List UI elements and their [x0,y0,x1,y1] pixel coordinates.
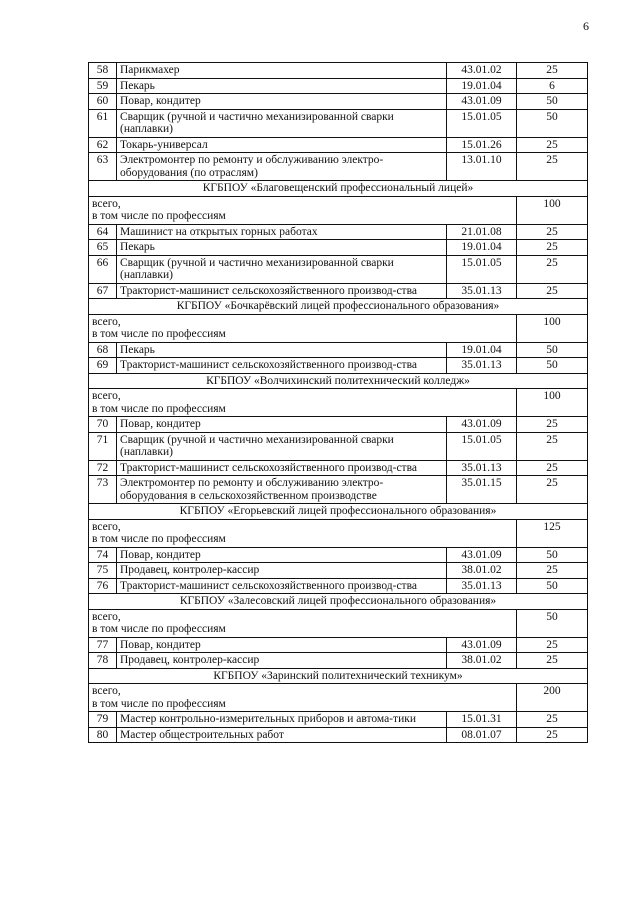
total-label-line2: в том числе по профессиям [92,210,226,222]
profession-code: 15.01.05 [447,109,517,137]
quantity: 25 [517,460,588,476]
row-number: 61 [89,109,117,137]
row-number: 58 [89,63,117,79]
profession-code: 38.01.02 [447,653,517,669]
quantity: 50 [517,358,588,374]
profession-name: Сварщик (ручной и частично механизированной сварки (наплавки) [117,109,447,137]
total-label-line1: всего, [92,315,121,328]
row-number: 66 [89,255,117,283]
table-row [89,63,588,79]
total-quantity: 200 [517,684,588,712]
table-row [89,578,588,594]
profession-code: 13.01.10 [447,153,517,181]
total-quantity: 50 [517,609,588,637]
profession-code: 35.01.13 [447,578,517,594]
total-label-line2: в том числе по профессиям [92,402,226,415]
section-header-row [89,373,588,389]
row-number: 78 [89,653,117,669]
table-body [89,63,588,743]
table-row [89,432,588,460]
total-row [89,519,588,547]
quantity: 50 [517,94,588,110]
row-number: 64 [89,224,117,240]
profession-code: 43.01.09 [447,637,517,653]
profession-name: Сварщик (ручной и частично механизированной сварки (наплавки) [117,255,447,283]
table-row [89,283,588,299]
section-header-row [89,668,588,684]
profession-code: 15.01.31 [447,712,517,728]
total-quantity: 100 [517,314,588,342]
quantity: 25 [517,653,588,669]
profession-code: 19.01.04 [447,78,517,94]
total-row [89,609,588,637]
profession-name: Повар, кондитер [117,94,447,110]
profession-name: Повар, кондитер [117,637,447,653]
total-label [89,519,517,547]
profession-code: 43.01.09 [447,417,517,433]
institution-title: КГБПОУ «Бочкарёвский лицей профессионального образования» [89,299,588,315]
table-row [89,637,588,653]
row-number: 79 [89,712,117,728]
total-label-line1: всего, [92,520,121,533]
quantity: 25 [517,727,588,743]
row-number: 72 [89,460,117,476]
profession-name: Пекарь [117,342,447,358]
table-row [89,653,588,669]
row-number: 65 [89,240,117,256]
profession-name: Тракторист-машинист сельскохозяйственного производ-ства [117,358,447,374]
profession-name: Пекарь [117,240,447,256]
profession-name: Электромонтер по ремонту и обслуживанию электро-оборудования (по отраслям) [117,153,447,181]
profession-name: Повар, кондитер [117,547,447,563]
section-header-row [89,181,588,197]
quantity: 25 [517,63,588,79]
row-number: 74 [89,547,117,563]
quantity: 25 [517,563,588,579]
quantity: 6 [517,78,588,94]
section-header-row [89,594,588,610]
row-number: 71 [89,432,117,460]
total-label-line2: в том числе по профессиям [92,328,226,340]
page-number: 6 [583,19,589,33]
total-label [89,684,517,712]
total-label-line1: всего, [92,197,121,210]
profession-name: Мастер контрольно-измерительных приборов и автома-тики [117,712,447,728]
profession-name: Токарь-универсал [117,137,447,153]
table-row [89,240,588,256]
institution-title: КГБПОУ «Заринский политехнический техникум» [89,668,588,684]
profession-code: 19.01.04 [447,240,517,256]
row-number: 75 [89,563,117,579]
quantity: 25 [517,255,588,283]
profession-code: 43.01.09 [447,547,517,563]
table-row [89,255,588,283]
profession-name: Машинист на открытых горных работах [117,224,447,240]
institution-title: КГБПОУ «Залесовский лицей профессионального образования» [89,594,588,610]
total-label-line2: в том числе по профессиям [92,697,226,710]
table-row [89,712,588,728]
quantity: 25 [517,432,588,460]
total-row [89,684,588,712]
table-row [89,94,588,110]
table-row [89,78,588,94]
total-row [89,196,588,224]
total-label [89,314,517,342]
total-label-line1: всего, [92,685,121,697]
row-number: 62 [89,137,117,153]
table-row [89,727,588,743]
profession-name: Мастер общестроительных работ [117,727,447,743]
table-row [89,137,588,153]
row-number: 77 [89,637,117,653]
profession-name: Сварщик (ручной и частично механизированной сварки (наплавки) [117,432,447,460]
row-number: 63 [89,153,117,181]
quantity: 50 [517,342,588,358]
profession-name: Повар, кондитер [117,417,447,433]
row-number: 68 [89,342,117,358]
quantity: 50 [517,578,588,594]
table-row [89,342,588,358]
profession-code: 35.01.13 [447,460,517,476]
profession-name: Продавец, контролер-кассир [117,563,447,579]
quantity: 25 [517,417,588,433]
row-number: 67 [89,283,117,299]
total-label-line1: всего, [92,390,121,402]
table-row [89,358,588,374]
total-label [89,196,517,224]
total-quantity: 100 [517,196,588,224]
profession-code: 43.01.02 [447,63,517,79]
institution-title: КГБПОУ «Волчихинский политехнический колледж» [89,373,588,389]
table-row [89,153,588,181]
quantity: 50 [517,547,588,563]
quantity: 25 [517,637,588,653]
row-number: 59 [89,78,117,94]
profession-name: Продавец, контролер-кассир [117,653,447,669]
quantity: 25 [517,712,588,728]
profession-code: 15.01.05 [447,255,517,283]
total-row [89,389,588,417]
row-number: 80 [89,727,117,743]
quantity: 25 [517,137,588,153]
table-row [89,224,588,240]
row-number: 69 [89,358,117,374]
profession-code: 35.01.15 [447,476,517,504]
profession-name: Электромонтер по ремонту и обслуживанию электро-оборудования в сельскохозяйственном производстве [117,476,447,504]
profession-code: 43.01.09 [447,94,517,110]
institution-title: КГБПОУ «Благовещенский профессиональный лицей» [89,181,588,197]
table-row [89,417,588,433]
profession-code: 35.01.13 [447,283,517,299]
profession-code: 21.01.08 [447,224,517,240]
table-row [89,460,588,476]
total-quantity: 125 [517,519,588,547]
profession-name: Тракторист-машинист сельскохозяйственного производ-ства [117,578,447,594]
total-label-line2: в том числе по профессиям [92,533,226,545]
profession-name: Парикмахер [117,63,447,79]
total-label-line1: всего, [92,610,121,623]
table-row [89,547,588,563]
profession-code: 08.01.07 [447,727,517,743]
total-row [89,314,588,342]
professions-table [88,62,588,743]
institution-title: КГБПОУ «Егорьевский лицей профессионального образования» [89,504,588,520]
total-quantity: 100 [517,389,588,417]
quantity: 25 [517,224,588,240]
table-row [89,476,588,504]
total-label [89,609,517,637]
row-number: 76 [89,578,117,594]
profession-code: 15.01.05 [447,432,517,460]
profession-name: Тракторист-машинист сельскохозяйственного производ-ства [117,460,447,476]
section-header-row [89,504,588,520]
row-number: 70 [89,417,117,433]
quantity: 25 [517,283,588,299]
profession-code: 38.01.02 [447,563,517,579]
table-row [89,563,588,579]
section-header-row [89,299,588,315]
quantity: 50 [517,109,588,137]
row-number: 60 [89,94,117,110]
profession-code: 35.01.13 [447,358,517,374]
quantity: 25 [517,476,588,504]
profession-code: 15.01.26 [447,137,517,153]
quantity: 25 [517,153,588,181]
profession-name: Тракторист-машинист сельскохозяйственного производ-ства [117,283,447,299]
quantity: 25 [517,240,588,256]
row-number: 73 [89,476,117,504]
profession-name: Пекарь [117,78,447,94]
total-label-line2: в том числе по профессиям [92,623,226,635]
profession-code: 19.01.04 [447,342,517,358]
table-row [89,109,588,137]
total-label [89,389,517,417]
